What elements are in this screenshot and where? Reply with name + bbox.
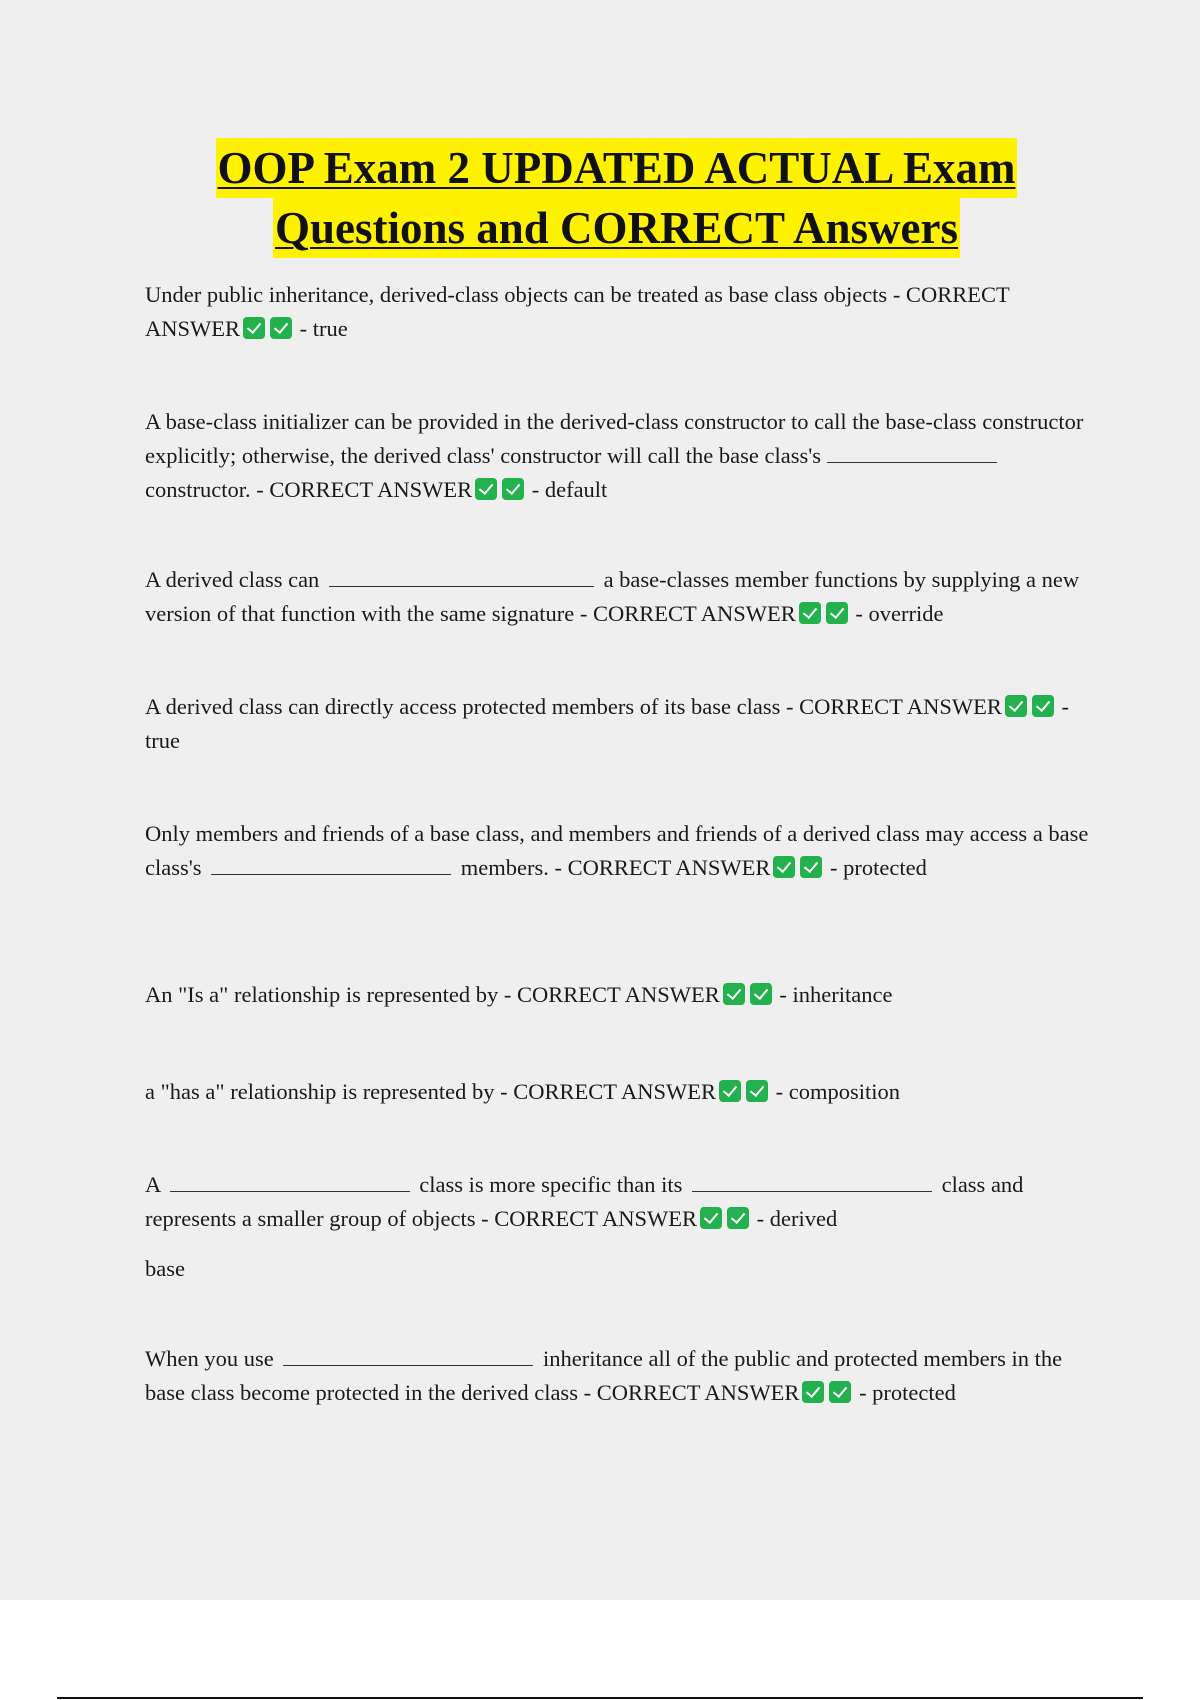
check-box-icon bbox=[1032, 695, 1054, 717]
question-text: class and represents a smaller group of objects - CORRECT ANSWER bbox=[145, 1172, 1024, 1231]
answer-text: - composition bbox=[775, 1079, 900, 1104]
qa-item-1 bbox=[145, 278, 1090, 346]
check-box-icon bbox=[723, 983, 745, 1005]
answer-text: - protected bbox=[830, 855, 927, 880]
answer-text: - true bbox=[299, 316, 348, 341]
title-line-1: OOP Exam 2 UPDATED ACTUAL Exam bbox=[216, 138, 1018, 198]
question-text: Under public inheritance, derived-class objects can be treated as base class objects - CORRECT ANSWER bbox=[145, 282, 1010, 341]
answer-text: - override bbox=[855, 601, 944, 626]
check-box-icon bbox=[826, 602, 848, 624]
question-text: inheritance all of the public and protected members in the base class become protected in the derived class - CORRECT ANSWER bbox=[145, 1346, 1063, 1405]
qa-item-8 bbox=[145, 1168, 1090, 1286]
qa-item-3 bbox=[145, 563, 1090, 631]
document-title bbox=[0, 138, 1200, 258]
fill-blank-line bbox=[283, 1345, 533, 1366]
check-box-icon bbox=[746, 1080, 768, 1102]
answer-text: - derived bbox=[756, 1206, 838, 1231]
question-text: When you use bbox=[145, 1346, 274, 1371]
question-text: An "Is a" relationship is represented by - CORRECT ANSWER bbox=[145, 982, 720, 1007]
check-box-icon bbox=[727, 1207, 749, 1229]
check-box-icon bbox=[270, 317, 292, 339]
check-box-icon bbox=[802, 1381, 824, 1403]
check-box-icon bbox=[1005, 695, 1027, 717]
check-box-icon bbox=[475, 478, 497, 500]
qa-item-6 bbox=[145, 978, 1090, 1012]
check-box-icon bbox=[799, 602, 821, 624]
check-box-icon bbox=[243, 317, 265, 339]
fill-blank-line bbox=[692, 1171, 932, 1192]
question-text: a base-classes member functions by supplying a new version of that function with the same signature - CORRECT ANSWER bbox=[145, 567, 1080, 626]
check-box-icon bbox=[829, 1381, 851, 1403]
question-text: A derived class can directly access protected members of its base class - CORRECT ANSWER bbox=[145, 694, 1002, 719]
check-box-icon bbox=[800, 856, 822, 878]
answer-text: - protected bbox=[859, 1380, 956, 1405]
check-box-icon bbox=[773, 856, 795, 878]
answer-text: - inheritance bbox=[779, 982, 893, 1007]
check-box-icon bbox=[700, 1207, 722, 1229]
question-text: A bbox=[145, 1172, 161, 1197]
answer-text: base bbox=[145, 1256, 185, 1281]
question-text: A base-class initializer can be provided in the derived-class constructor to call the base-class constructor explicitly; otherwise, the derived class' constructor will call the base class's bbox=[145, 409, 1084, 468]
fill-blank-line bbox=[170, 1171, 410, 1192]
fill-blank-line bbox=[827, 442, 997, 463]
fill-blank-line bbox=[329, 566, 594, 587]
question-text: class is more specific than its bbox=[419, 1172, 683, 1197]
answer-text: - true bbox=[145, 694, 1069, 753]
check-box-icon bbox=[719, 1080, 741, 1102]
check-box-icon bbox=[502, 478, 524, 500]
fill-blank-line bbox=[211, 854, 451, 875]
qa-item-4 bbox=[145, 690, 1090, 758]
question-text: a "has a" relationship is represented by - CORRECT ANSWER bbox=[145, 1079, 716, 1104]
question-text: Only members and friends of a base class, and members and friends of a derived class may access a base class's bbox=[145, 821, 1089, 880]
qa-item-5 bbox=[145, 817, 1090, 885]
question-text: members. - CORRECT ANSWER bbox=[460, 855, 771, 880]
qa-item-9 bbox=[145, 1342, 1090, 1410]
question-text: constructor. - CORRECT ANSWER bbox=[145, 477, 473, 502]
qa-item-2 bbox=[145, 405, 1090, 507]
check-box-icon bbox=[750, 983, 772, 1005]
bottom-divider bbox=[57, 1697, 1143, 1699]
question-text: A derived class can bbox=[145, 567, 320, 592]
title-line-2: Questions and CORRECT Answers bbox=[273, 198, 960, 258]
qa-item-7 bbox=[145, 1075, 1090, 1109]
answer-text: - default bbox=[531, 477, 608, 502]
